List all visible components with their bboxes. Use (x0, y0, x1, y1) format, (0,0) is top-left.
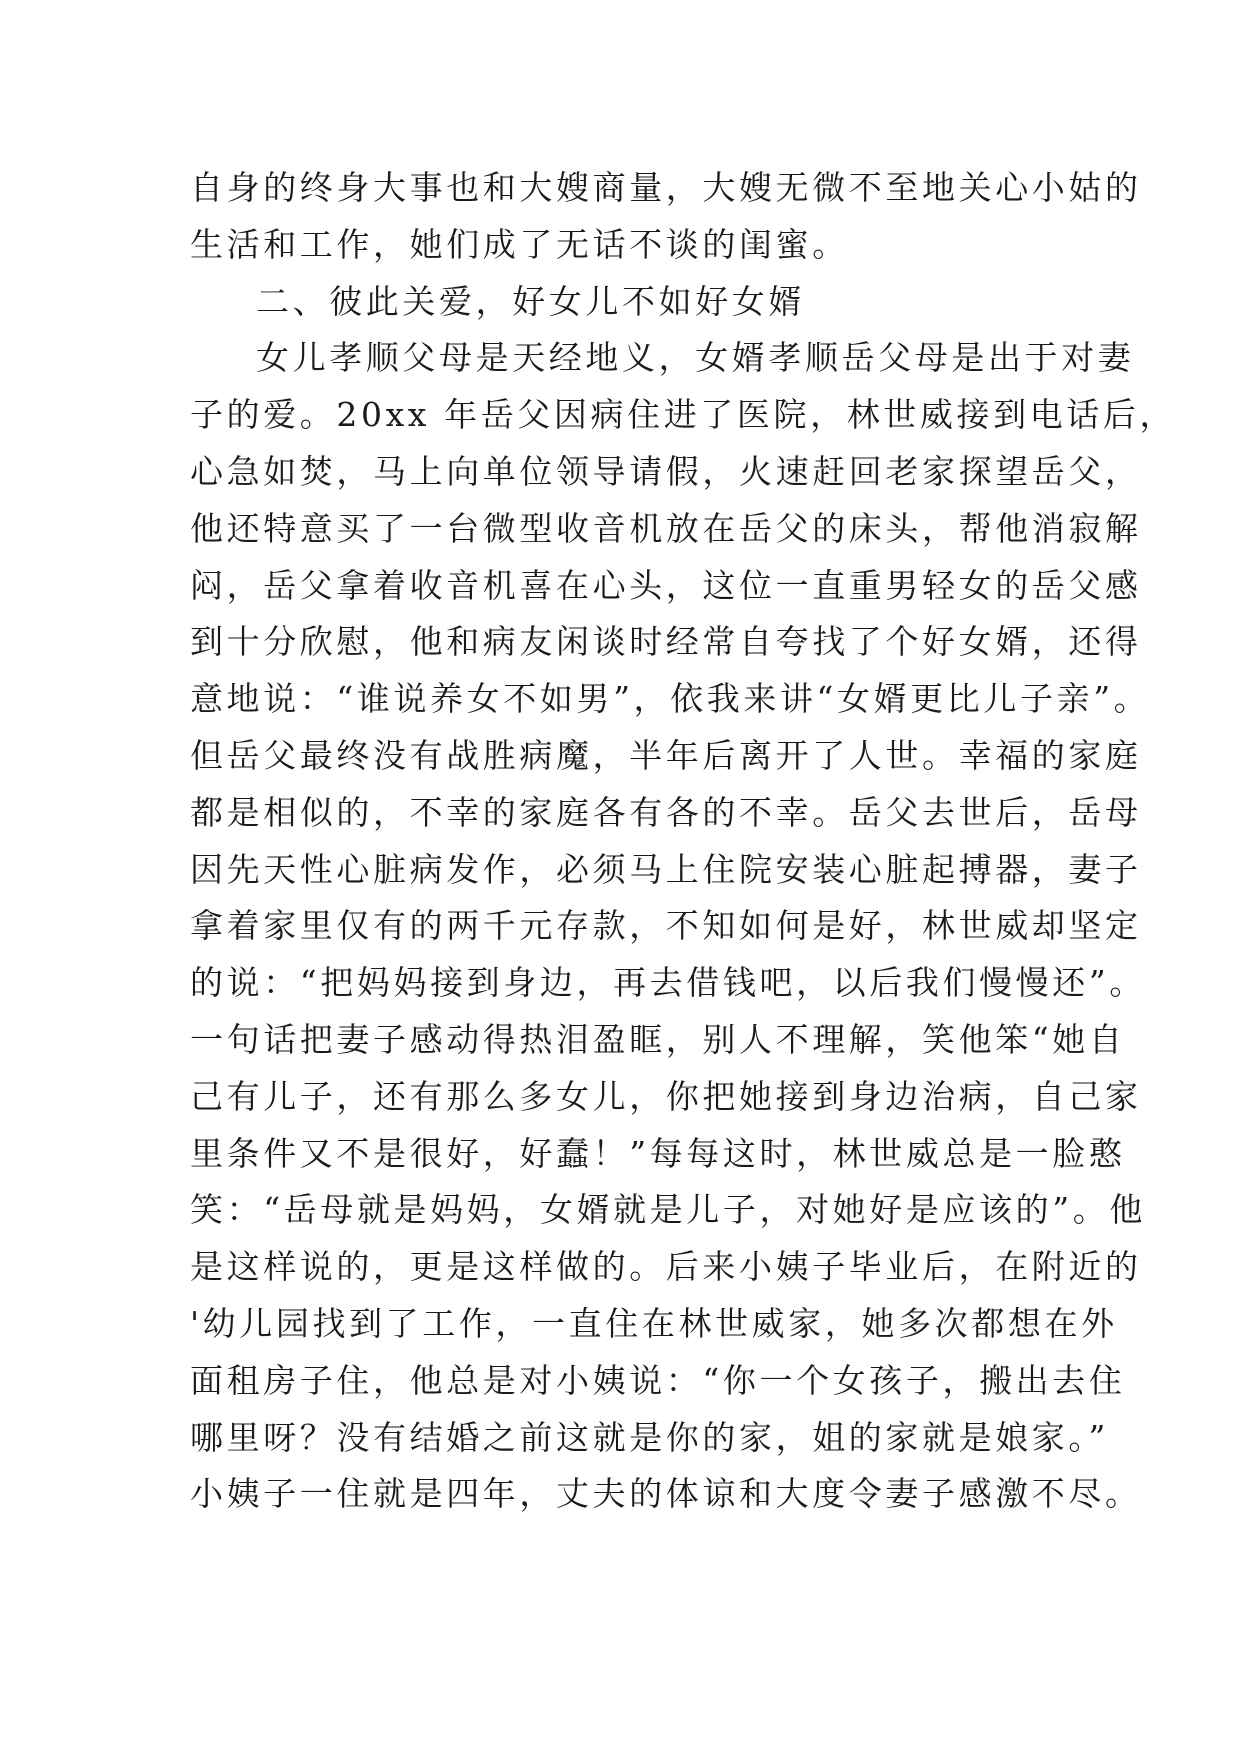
text-line: 里条件又不是很好，好蠢！”每每这时，林世威总是一脸憨 (190, 1133, 1126, 1173)
text-line: 是这样说的，更是这样做的。后来小姨子毕业后，在附近的 (190, 1247, 1142, 1287)
text-line: 生活和工作，她们成了无话不谈的闺蜜。 (190, 224, 849, 264)
text-line: 哪里呀？没有结婚之前这就是你的家，姐的家就是娘家。” (190, 1417, 1109, 1457)
section-heading: 二、彼此关爱，好女儿不如好女婿 (256, 281, 805, 321)
text-line: 己有儿子，还有那么多女儿，你把她接到身边治病，自己家 (190, 1076, 1142, 1116)
text-line: 到十分欣慰，他和病友闲谈时经常自夸找了个好女婿，还得 (190, 622, 1142, 662)
text-line: 自身的终身大事也和大嫂商量，大嫂无微不至地关心小姑的 (190, 168, 1142, 207)
text-line: 但岳父最终没有战胜病魔，半年后离开了人世。幸福的家庭 (190, 735, 1142, 775)
text-line: 拿着家里仅有的两千元存款，不知如何是好，林世威却坚定 (190, 906, 1142, 946)
text-line: 都是相似的，不幸的家庭各有各的不幸。岳父去世后，岳母 (190, 792, 1142, 832)
text-line: 小姨子一住就是四年，丈夫的体谅和大度令妻子感激不尽。 (190, 1474, 1142, 1514)
paragraph-first-line: 女儿孝顺父母是天经地义，女婿孝顺岳父母是出于对妻 (256, 338, 1135, 378)
text-line: 因先天性心脏病发作，必须马上住院安装心脏起搏器，妻子 (190, 849, 1142, 889)
text-line: 意地说：“谁说养女不如男”，依我来讲“女婿更比儿子亲”。 (190, 679, 1151, 719)
text-line: 的说：“把妈妈接到身边，再去借钱吧，以后我们慢慢还”。 (190, 963, 1146, 1003)
text-line: 心急如焚，马上向单位领导请假，火速赶回老家探望岳父， (190, 451, 1142, 491)
text-line: 他还特意买了一台微型收音机放在岳父的床头，帮他消寂解 (190, 508, 1142, 548)
document-body (190, 160, 1177, 1523)
text-line: 笑：“岳母就是妈妈，女婿就是儿子，对她好是应该的”。他 (190, 1190, 1146, 1230)
text-line: 一句话把妻子感动得热泪盈眶，别人不理解，笑他笨“她自 (190, 1019, 1126, 1059)
text-line: 面租房子住，他总是对小姨说：“你一个女孩子，搬出去住 (190, 1360, 1126, 1400)
text-line: 子的爱。20xx 年岳父因病住进了医院，林世威接到电话后， (190, 395, 1177, 435)
text-line: '幼儿园找到了工作，一直住在林世威家，她多次都想在外 (190, 1303, 1118, 1343)
text-line: 闷，岳父拿着收音机喜在心头，这位一直重男轻女的岳父感 (190, 565, 1142, 605)
